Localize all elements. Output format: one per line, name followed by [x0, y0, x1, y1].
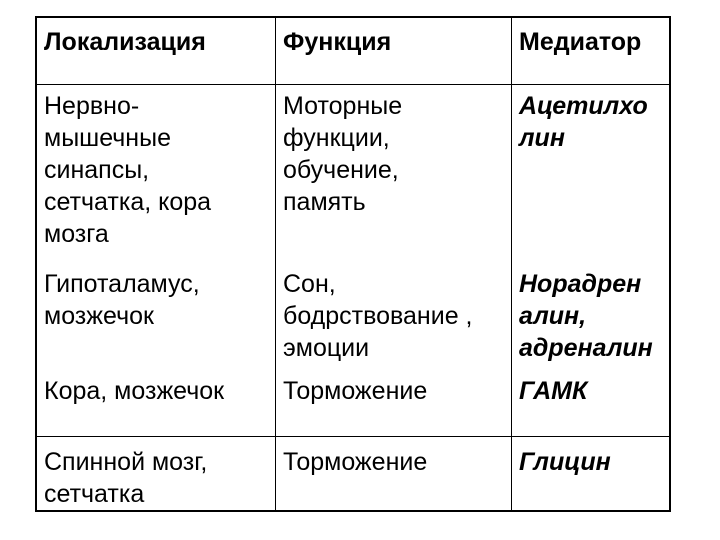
row3-location: Кора, мозжечок	[44, 377, 225, 405]
row2-function: Сон, бодрствование , эмоции	[283, 270, 473, 362]
row3-mediator: ГАМК	[519, 377, 588, 405]
header-function: Функция	[283, 28, 392, 56]
row1-function: Моторные функции, обучение, память	[283, 92, 403, 216]
mediators-table	[35, 16, 671, 512]
row-divider	[37, 436, 669, 437]
row4-location: Спинной мозг, сетчатка	[44, 448, 208, 508]
row4-function: Торможение	[283, 448, 428, 476]
row4-mediator: Глицин	[519, 448, 611, 476]
header-mediator: Медиатор	[519, 28, 642, 56]
row3-function: Торможение	[283, 377, 428, 405]
row1-mediator: Ацетилхо лин	[519, 92, 648, 152]
row2-mediator: Норадрен алин, адреналин	[519, 270, 653, 362]
row-divider	[37, 84, 669, 85]
row1-location: Нервно- мышечные синапсы, сетчатка, кора мозга	[44, 92, 212, 248]
header-location: Локализация	[44, 28, 206, 56]
row2-location: Гипоталамус, мозжечок	[44, 270, 200, 330]
